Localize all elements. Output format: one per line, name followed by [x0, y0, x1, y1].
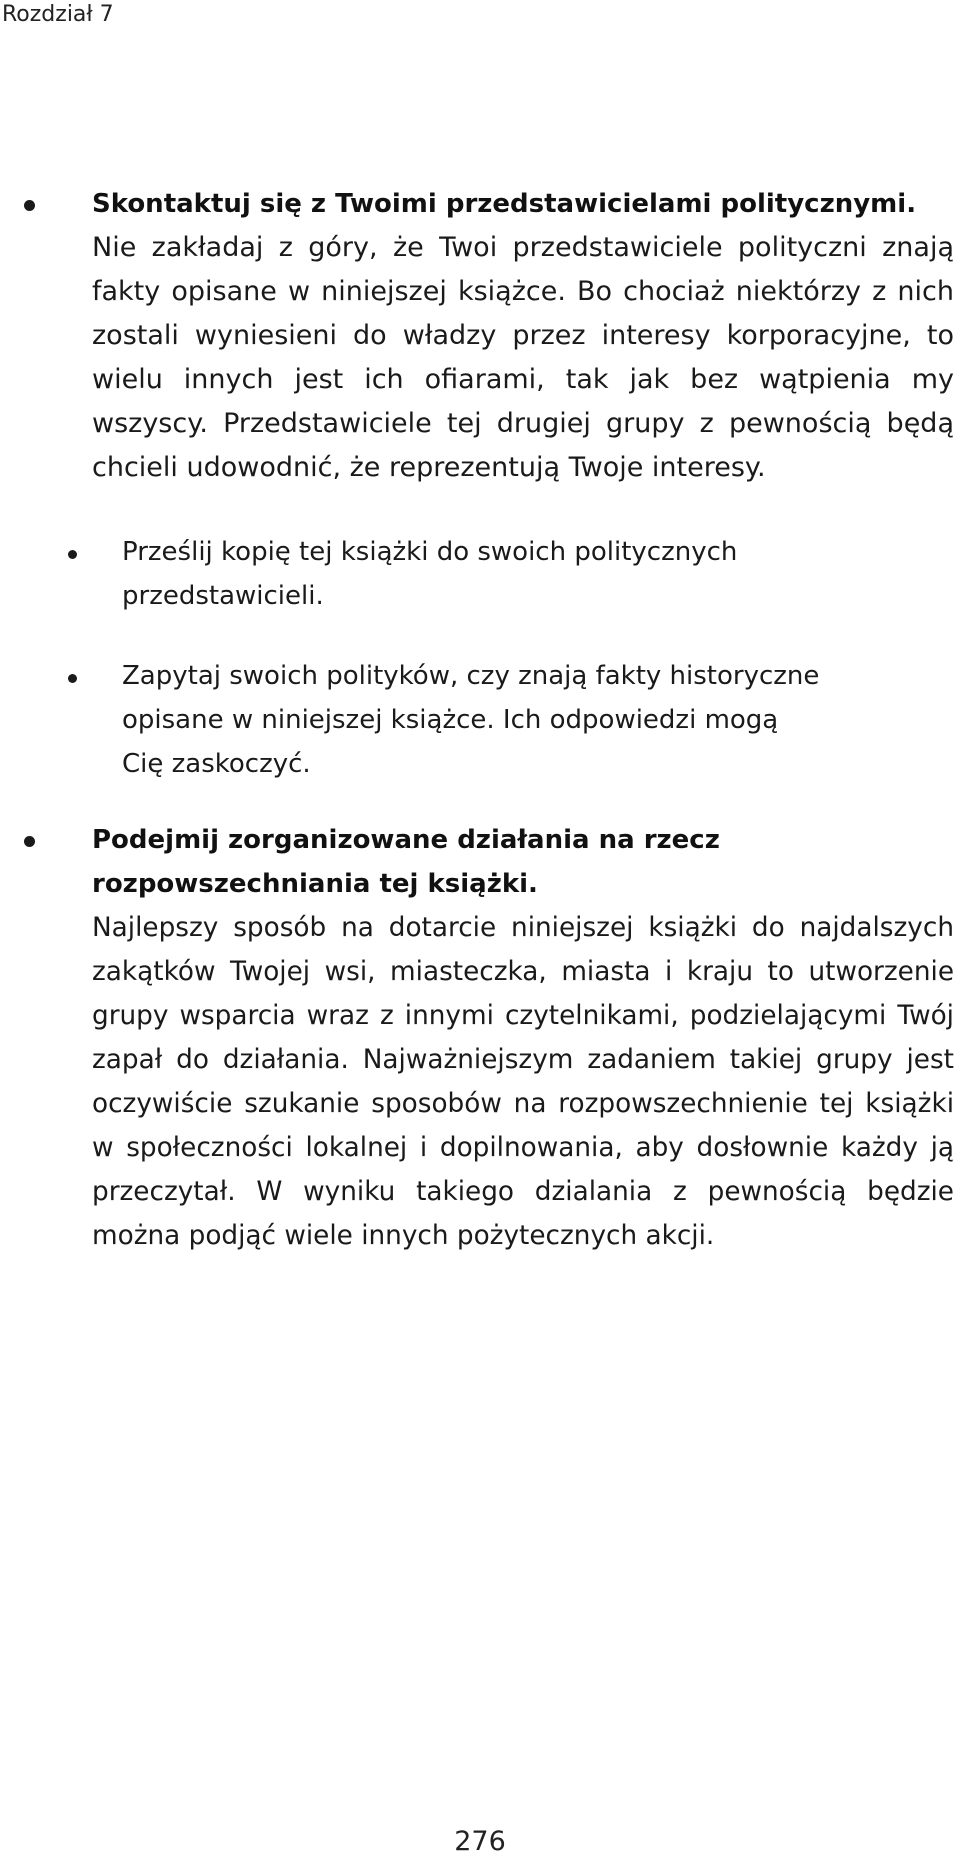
item-text: Nie zakładaj z góry, że Twoi przedstawiciele polityczni znają fakty opisane w niniejszej książce. Bo chociaż niektórzy z nich zostali wyniesieni do władzy przez interesy korporacyjne, to wielu innych jest ich ofiarami, tak jak bez wątpienia my wszyscy. Przedstawiciele tej drugiej grupy z pewnością będą chcieli udowodnić, że reprezentują Twoje interesy. — [92, 232, 954, 483]
item-heading: Podejmij zorganizowane działania na rzecz rozpowszechniania tej książki. — [92, 825, 720, 899]
item-heading: Skontaktuj się z Twoimi przedstawicielami politycznymi. — [92, 189, 917, 219]
bullet-icon — [24, 836, 35, 847]
list-item — [0, 182, 960, 786]
chapter-header: Rozdział 7 — [2, 2, 114, 27]
sub-list-item — [0, 530, 960, 618]
bullet-icon — [68, 550, 77, 559]
sub-item-text: Zapytaj swoich polityków, czy znają fakty historyczne opisane w niniejszej książce. Ich odpowiedzi mogą Cię zaskoczyć. — [122, 661, 820, 779]
main-content — [0, 182, 960, 1298]
list-item — [0, 818, 960, 1258]
item-text: Najlepszy sposób na dotarcie niniejszej książki do najdalszych zakątków Twojej wsi, miasteczka, miasta i kraju to utworzenie grupy wsparcia wraz z innymi czytelnikami, podzielającymi Twój zapał do działania. Najważniejszym zadaniem takiej grupy jest oczywiście szukanie sposobów na rozpowszechnienie tej książki w społeczności lokalnej i dopilnowania, aby dosłownie każdy ją przeczytał. W wyniku takiego dzialania z pewnością będzie można podjąć wiele innych pożytecznych akcji. — [92, 913, 954, 1251]
bullet-icon — [24, 200, 35, 211]
bullet-icon — [68, 674, 77, 683]
sub-list — [92, 530, 960, 786]
sub-list-item — [0, 654, 960, 786]
sub-item-text: Prześlij kopię tej książki do swoich politycznych przedstawicieli. — [122, 537, 738, 611]
page-number: 276 — [454, 1826, 506, 1857]
